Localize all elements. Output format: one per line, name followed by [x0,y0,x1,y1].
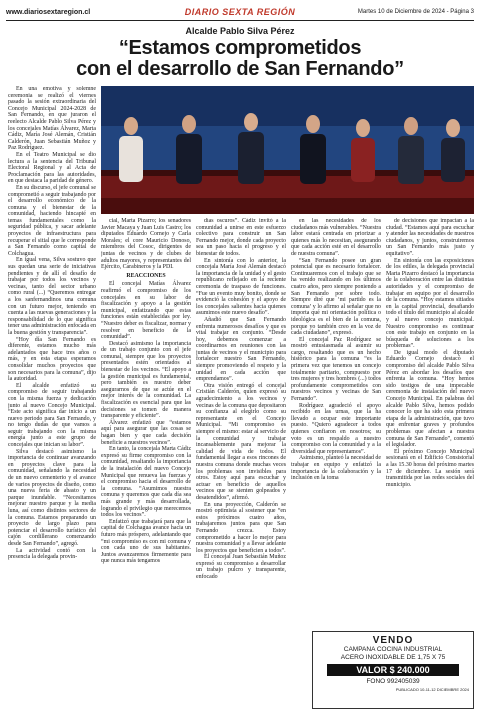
paragraph: En tanto, la concejala Marta Cádiz expresó su firme compromiso con la comunidad, resaltando la importancia de la instalación del nuevo Concejo Municipal que renueva las fuerzas y el compromiso hacia el desarrollo de la comuna. “Asumimos nuestra comuna y queremos que cada día sea más grande y más desarrollada, logrando el privilegio que merecemos todos los vecinos”. [101,446,191,519]
paragraph: En sintonía con lo anterior, la concejala María José Alemán destacó la importancia de la unidad y el gesto republicano reflejado en la reciente ceremonia de traspaso de funciones. “Fue un evento muy bonito, donde se evidenció la cohesión y el apoyo de los concejales salientes hacia quienes asumimos este nuevo desafío”. [196,257,286,317]
headline-line-1: “Estamos comprometidos [118,37,362,59]
article-headline [10,38,470,80]
paragraph: En una proyección, Calderón se mostró optimista al sostener que “en estos próximos cuatro años, trabajaremos juntos para que San Fernando crezca. Estoy comprometido a hacer lo mejor para nuestra comunidad y a llevar adelante los proyectos que beneficien a todos”. [196,501,286,554]
ad-phone: FONO 992405039 [366,678,420,685]
paragraph: En el Teatro Municipal se dio lectura a la sentencia del Tribunal Electoral Regional y al Acta de Proclamación para las autoridades, en que destaca la paridad de género. [8,151,96,185]
paragraph: El alcalde enfatizó su compromiso de seguir trabajando con la misma fuerza y dedicación junto al nuevo Concejo Municipal. “Este acto significa dar inicio a un nuevo periodo para San Fernando, y no tengo dudas de que vamos a seguir trabajando con la misma energía junto a este grupo de concejales que inician su labor”. [8,382,96,449]
ad-footer: PUBLICADO 10-11-12 DICIEMBRE 2024 [395,687,469,692]
paragraph: en las necesidades de los ciudadanos más vulnerables. “Nuestra labor estará centrada en priorizar a quienes más lo necesitan, asegurando que cada acción esté en el desarrollo de nuestra comuna”. [291,218,381,257]
article-column-1 [8,86,96,706]
paragraph: “Hoy día San Fernando es diferente, estamos mucho más adelantados que hace tres años o más, y en esta etapa esperamos consolidar muchos proyectos que son necesarios para la comuna”, dijo la autoridad. [8,336,96,383]
date-page: Martes 10 de Diciembre de 2024 - Página 3 [357,9,474,15]
paragraph: Álvarez enfatizó que “estamos aquí para asegurar que las cosas se hagan bien y que cada decisión beneficie a nuestros vecinos”. [101,419,191,446]
ad-price: VALOR $ 240.000 [327,664,459,676]
paragraph: días oscuros”. Cádiz invitó a la comunidad a unirse en este esfuerzo colectivo para construir un San Fernando mejor, donde cada proyecto sea un paso hacia el progreso y el bienestar de todos. [196,218,286,257]
paragraph: El concejal Matías Álvarez reafirmó el compromiso de los concejales en su labor de fiscalización y apoyo a la gestión municipal, enfatizando que estas funciones están establecidas por ley. “Nuestro deber es fiscalizar, normar y resolver en beneficio de la comunidad”. [101,281,191,341]
headline-line-2: con el desarrollo de San Fernando” [76,58,404,80]
paragraph: Asimismo, planteó la necesidad de trabajar en equipo y enfatizó la importancia de la colaboración y la inclusión en la toma [291,455,381,482]
classified-ad [312,631,474,709]
article-kicker: Alcalde Pablo Silva Pérez [185,26,295,36]
paragraph: Añadió que San Fernando enfrenta numerosos desafíos y que es vital trabajar en conjunto. “Desde hoy, debemos comenzar a coordinarnos en reuniones con las juntas de vecinos y el municipio para fortalecer nuestro San Fernando, siempre promoviendo el respeto y la unidad en cada acción que emprendamos”. [196,316,286,383]
paragraph: La actividad contó con la presencia la delegada provin- [8,547,96,561]
article-column-2 [101,218,191,706]
paragraph: El próximo Concejo Municipal sesionará en el Edificio Consistorial a las 15.30 horas del próximo martes 17 de diciembre. La sesión será transmitida por las redes sociales del municipio. [386,448,474,488]
paragraph: Rodríguez agradeció el apoyo recibido en las urnas, que la ha llevado a ocupar este importante puesto. “Quiero agradecer a todos quienes confiaron en nosotros; su voto es un respaldo a nuestro compromiso con la comunidad y a la diversidad que representamos”. [291,402,381,455]
paragraph: Silva destacó asimismo la importancia de continuar avanzando en proyectos clave para la comunidad, señalando la necesidad de un nuevo cementerio y el avance de varios proyectos de diseño, como una nueva feria de abasto y un parque inundable. “Necesitamos mejorar nuestro parque y la media luna, así como distintos sectores de la comuna. Estamos preparando un proyecto de largo plazo para potenciar el desarrollo turístico del cajón cordillerano comenzando desde San Fernando”, agregó. [8,448,96,547]
article-column-5 [386,218,474,626]
paragraph: cial, Marta Pizarro; los senadores Javier Macaya y Juan Luis Castro; los diputados Eduardo Cornejo y Carla Morales; el core Mauricio Donoso, miembros del Cosoc, dirigentes de juntas de vecinos y de clubes de adultos mayores, y representantes del Ejército, Carabineros y la PDI. [101,218,191,271]
article-column-4 [291,218,381,626]
paragraph: En igual vena, Silva sostuvo que sus quedan una serie de iniciativas pendientes y de allí el desafío de trabajar por todos los vecinos y vecinas, tanto del sector urbano como rural (...) “Queremos entregar a los sanfernandinos una comuna con un futuro mejor, teniendo en cuenta a las nuevas generaciones y la responsabilidad de lo que significa tener una administración enfocada en la buena gestión y transparencia”. [8,257,96,336]
header-rule [6,20,474,21]
paragraph: En una emotiva y solemne ceremonia se realizó el viernes pasado la sesión extraordinaria del Concejo Municipal 2024-2028 de San Fernando, en que juraron el reelecto Alcalde Pablo Silva Pérez y los concejales Matías Álvarez, Marta Cádiz, María José Alemán, Cristián Calderón, Juan Sebastián Muñoz y Paz Rodríguez. [8,86,96,152]
paragraph: El concejal Paz Rodríguez se mostró entusiasmada al asumir su cargo, resaltando que es un hecho histórico para la comuna “es la primera vez que tenemos un concejo totalmente paritario, compuesto por tres mujeres y tres hombres (...) todos profundamente comprometidos con nuestros vecinos y vecinas de San Fernando”. [291,336,381,403]
paragraph: El concejal Juan Sebastián Muñoz expresó su compromiso a desarrollar un trabajo pulcro y transparente, enfocado [196,554,286,581]
ceremony-photo [101,86,474,214]
publication-name: DIARIO SEXTA REGIÓN [184,7,296,17]
paragraph: “San Fernando posee un gran potencial que es necesario fortalecer. Continuaremos con el trabajo que se ha venido realizando en los últimos cuatro años, pero siempre poniendo a San Fernando por sobre todo. Siempre diré que ‘mi partido es la comuna’ y lo afirmo al señalar que no importa qué mi orientación política o ideológica es el bien de la comuna, porque yo también creo en la voz de cada ciudadano”, expresó. [291,257,381,337]
paragraph: Enfatizó que trabajará para que la capital de Colchagua avance hacia un futuro más próspero, adelantando que “mi compromiso es con mi comuna y con cada uno de sus habitantes. Juntos avanzaremos firmemente para que nunca más tengamos [101,518,191,565]
paragraph: Otra visión entregó el concejal Cristián Calderón, quien expresó su agradecimiento a los vecinos y vecinas de la comuna que depositaron su confianza al elegirlo como su representante en el Concejo Municipal. “Mi compromiso es siempre el mismo: estar al servicio de la comunidad y trabajar incansablemente para mejorar la calidad de vida de todos. El fundamental llegar a esos rincones de nuestra comuna donde muchas veces los problemas son invisibles para otros. Estoy aquí para escuchar y actuar en beneficio de aquellos vecinos que se sienten golpeados y desatendidos”, afirmó. [196,382,286,501]
paragraph: De igual modo el diputado Eduardo Cornejo destacó el compromiso del alcalde Pablo Silva Pérez en abordar los desafíos que enfrenta la comuna. “Hoy hemos sido testigos de una impecable ceremonia de instalación del nuevo Concejo Municipal. En palabras del alcalde Pablo Silva, hemos podido conocer lo que ha sido esta primera etapa de la administración, que tuvo que enfrentar graves y profundos problemas que afectan a nuestra comuna de San Fernando”, comentó el legislador. [386,349,474,449]
paragraph: Destacó asimismo la importancia de un trabajo conjunto con el jefe comunal, siempre que los proyectos presentados estén orientados al bienestar de los vecinos. “El apoyo a la gestión municipal es fundamental, pero también es nuestro deber asegurarnos de que se actúe en el mejor interés de la comunidad. La fiscalización es esencial para que las decisiones se tomen de manera transparente y eficiente”. [101,340,191,420]
article-column-3 [196,218,286,706]
ad-title: VENDO [372,635,414,646]
page-header [6,6,474,18]
paragraph: En sintonía con las exposiciones de los ediles, la delegada provincial Marta Pizarro destacó la importancia de la colaboración entre las distintas autoridades y el compromiso de trabajar en equipo por el desarrollo de la comuna. “Hoy estamos sitiados en la capital provincial, desafiando todo el título del municipio al alcalde y al nuevo concejo municipal. Nuestro compromiso es continuar con este trabajo en conjunto en la búsqueda de soluciones a los problemas”. [386,257,474,350]
site-url[interactable]: www.diariosextaregion.cl [6,8,91,16]
ad-line-1: CAMPANA COCINA INDUSTRIAL [343,646,443,653]
section-subhead: REACCIONES [126,272,166,279]
ad-line-2: ACERO INOXIDABLE DE 1,75 X 75 [340,654,446,661]
paragraph: En su discurso, el jefe comunal se comprometió a seguir trabajando por el desarrollo económico de la comuna y el bienestar de la comunidad, haciendo hincapié en temas fundamentales como la seguridad pública, y sacar adelante proyectos de infraestructura para recuperar el sitial que le corresponde a San Fernando como capital de Colchagua. [8,184,96,257]
paragraph: de decisiones que impactan a la ciudad. “Estamos aquí para escuchar y atender las necesidades de nuestros ciudadanos, y juntos, construiremos un San Fernando más justo y equitativo”. [386,218,474,257]
